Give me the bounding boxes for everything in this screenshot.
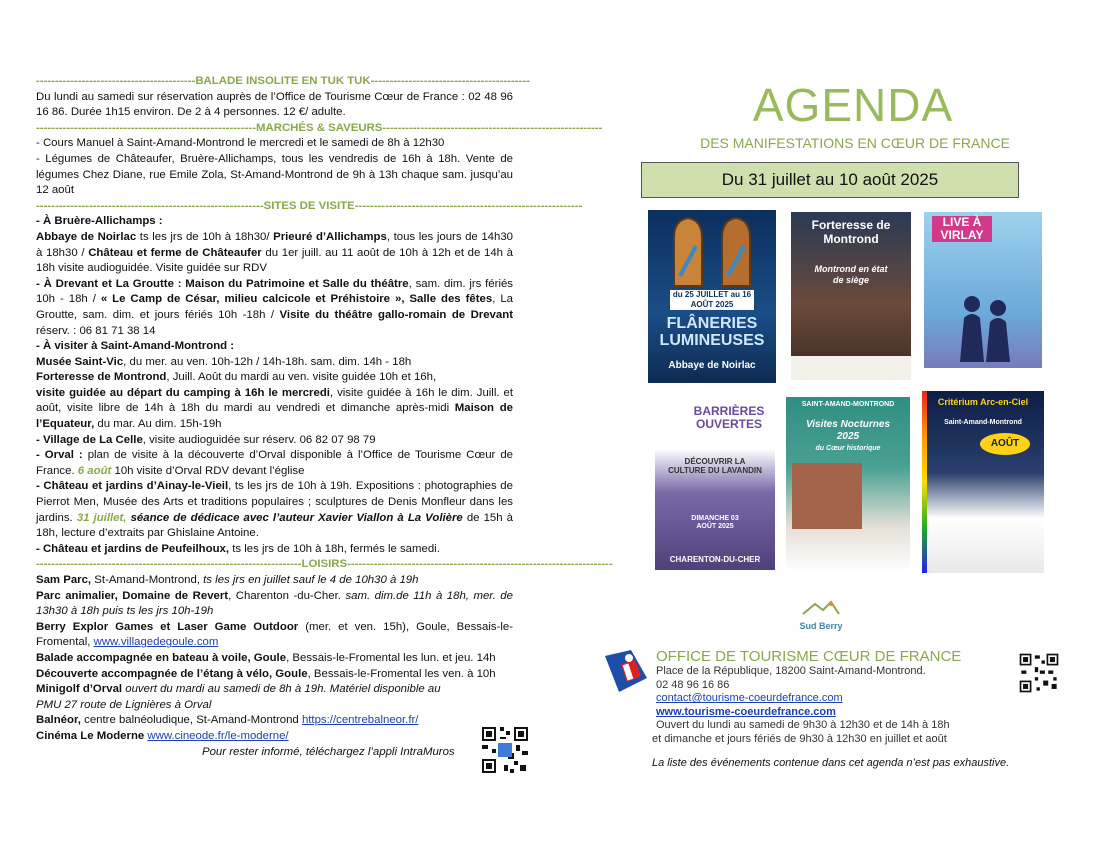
office-website-link[interactable]: www.tourisme-coeurdefrance.com [656, 705, 836, 718]
agenda-title: AGENDA [752, 79, 954, 131]
cinema-link[interactable]: www.cineode.fr/le-moderne/ [147, 729, 289, 742]
section-header-sites: ------------------------------------------------------------SITES DE VISITE------------------------------------------------------------ [36, 199, 583, 212]
poster-1-venue: Abbaye de Noirlac [668, 360, 756, 371]
sam-parc-entry: Sam Parc, St-Amand-Montrond, ts les jrs en juillet sauf le 4 de 10h30 à 19h [36, 574, 419, 586]
poster-criterium-arc-en-ciel[interactable] [922, 391, 1044, 573]
berry-explor-entry: Berry Explor Games et Laser Game Outdoor (mer. et ven. 15h), Goule, Bessais-le-Fromental, www.villagedegoule.com [36, 620, 513, 649]
marches-item-2: - Légumes de Châteaufer, Bruère-Allichamps, tous les vendredis de 16h à 18h. Vente de légumes Chez Diane, rue Emile Zola, St-Amand-Montrond de 9h à 13h chaque sam. jusqu’au 12 août [36, 152, 513, 197]
sud-berry-logo: Sud Berry [797, 600, 845, 631]
agenda-subtitle: DES MANIFESTATIONS EN CŒUR DE FRANCE [700, 135, 1010, 151]
left-column [36, 74, 613, 760]
qr-code-office[interactable] [1018, 652, 1060, 694]
office-name: OFFICE DE TOURISME CŒUR DE FRANCE [656, 648, 962, 665]
orval-entry: - Orval : plan de visite à la découverte d’Orval disponible à l’Office de Tourisme Cœur de France. 6 août 10h visite d’Orval RDV devant l’église [36, 449, 513, 477]
poster-1-dates: du 25 JUILLET au 16 AOÛT 2025 [670, 290, 754, 310]
minigolf-entry: Minigolf d’Orval ouvert du mardi au samedi de 8h à 19h. Matériel disponible au PMU 27 route de Lignières à Orval [36, 683, 441, 711]
poster-6-title: Critérium Arc-en-Ciel [937, 397, 1029, 407]
poster-4-date: DIMANCHE 03 AOÛT 2025 [691, 515, 739, 530]
peufeilhoux-entry: - Château et jardins de Peufeilhoux, ts les jrs de 10h à 18h, fermés le samedi. [36, 542, 440, 555]
parc-animalier-entry: Parc animalier, Domaine de Revert, Charenton -du-Cher. sam. dim.de 11h à 18h, mer. de 13h30 à 18h puis ts les jrs 10h-19h [36, 589, 513, 618]
forteresse-entry: Forteresse de Montrond, Juill. Août du mardi au ven. visite guidée 10h et 16h, [36, 371, 437, 384]
musee-entry: Musée Saint-Vic, du mer. au ven. 10h-12h / 14h-18h. sam. dim. 14h - 18h [36, 355, 412, 368]
tourist-office-logo-icon [601, 650, 649, 692]
marches-item-1: - Cours Manuel à Saint-Amand-Montrond le mercredi et le samedi de 8h à 12h30 [36, 137, 445, 150]
noirlac-entry: Abbaye de Noirlac ts les jrs de 10h à 18h30/ Prieuré d’Allichamps, tous les jours de 14h30 à 18h30 / Château et ferme de Châteaufer du 1er juill. au 11 août de 10h à 12h et de 14h à 18h visite audioguidée. Visite guidée sur RDV [36, 230, 514, 275]
agenda-date-range: Du 31 juillet au 10 août 2025 [641, 162, 1019, 198]
office-phone: 02 48 96 16 86 [656, 678, 730, 691]
office-hours-1: Ouvert du lundi au samedi de 9h30 à 12h30 et de 14h à 18h [656, 719, 950, 732]
intramuros-text: Pour rester informé, téléchargez l’appli IntraMuros [202, 745, 455, 758]
velo-entry: Découverte accompagnée de l’étang à vélo, Goule, Bessais-le-Fromental les ven. à 10h [36, 667, 496, 680]
poster-5-subtitle: du Cœur historique [815, 445, 881, 452]
section-header-balade: ------------------------------------------BALADE INSOLITE EN TUK TUK------------------------------------------ [36, 75, 530, 87]
poster-4-title: BARRIÈRES OUVERTES [693, 404, 765, 431]
balneor-entry: Balnéor, centre balnéoludique, St-Amand-Montrond https://centrebalneor.fr/ [36, 714, 419, 727]
poster-forteresse-montrond[interactable] [791, 212, 911, 380]
poster-5-photo [792, 463, 862, 529]
sud-berry-mark-icon [801, 600, 841, 616]
bruere-title: - À Bruère-Allichamps : [36, 215, 163, 228]
celle-entry: - Village de La Celle, visite audioguidée sur réserv. 06 82 07 98 79 [36, 433, 376, 446]
poster-5-top: SAINT-AMAND-MONTROND [801, 401, 895, 408]
office-details [652, 665, 950, 747]
ainay-entry: - Château et jardins d’Ainay-le-Vieil, ts les jrs de 10h à 19h. Expositions : photographies de Pierrot Men, Musée des Arts et traditions populaires ; sculptures de Denis Monfleur dans les jardins. 31 juillet, séance de dédicace avec l’auteur Xavier Viallon à La Volière de 15h à 18h, lecture d’extraits par Ghislaine Antoine. [36, 480, 513, 540]
poster-barrieres-ouvertes[interactable] [655, 397, 775, 570]
cinema-entry: Cinéma Le Moderne www.cineode.fr/le-moderne/ [36, 729, 289, 742]
poster-6-date: AOÛT [980, 433, 1030, 455]
villagedegoule-link[interactable]: www.villagedegoule.com [93, 636, 219, 649]
bateau-entry: Balade accompagnée en bateau à voile, Goule, Bessais-le-Fromental les lun. et jeu. 14h [36, 651, 496, 664]
section-header-loisirs: ----------------------------------------------------------------------LOISIRS---------------------------------------------------------------------- [36, 558, 613, 571]
balade-text: Du lundi au samedi sur réservation auprès de l’Office de Tourisme Cœur de France : 02 48 96 16 86. Durée 1h15 environ. De 2 à 4 personnes. 12 €/ adulte. [36, 90, 513, 119]
musicians-silhouette-icon [944, 292, 1024, 362]
poster-2-title: Forteresse de Montrond [811, 218, 891, 246]
poster-2-footer [791, 356, 911, 380]
poster-5-title: Visites Nocturnes 2025 [805, 419, 891, 442]
camping-entry: visite guidée au départ du camping à 16h le mercredi, visite guidée à 16h le dim. Juill. et août, visite libre de 14h à 18h du mardi au vendredi et dimanche après-midi Maison de l’Equateur, du mar. Au dim. 15h-19h [36, 386, 513, 431]
poster-6-subtitle: Saint-Amand-Montrond [944, 419, 1022, 426]
poster-2-subtitle: Montrond en état de siège [814, 264, 888, 285]
poster-4-subtitle: DÉCOUVRIR LA CULTURE DU LAVANDIN [668, 457, 762, 475]
poster-3-footer [924, 368, 1042, 382]
poster-visites-nocturnes[interactable] [786, 397, 910, 572]
disclaimer-text: La liste des événements contenue dans cet agenda n’est pas exhaustive. [652, 757, 1010, 769]
poster-3-title: LIVE À VIRLAY [932, 216, 992, 242]
office-address: Place de la République, 18200 Saint-Amand-Montrond. [656, 665, 926, 677]
balneor-link[interactable]: https://centrebalneor.fr/ [301, 714, 419, 727]
poster-flaneries-lumineuses[interactable] [648, 210, 776, 383]
office-email-link[interactable]: contact@tourisme-coeurdefrance.com [656, 692, 843, 705]
poster-1-title: FLÂNERIES LUMINEUSES [659, 315, 765, 349]
qr-code-intramuros[interactable] [480, 725, 530, 775]
poster-live-virlay[interactable] [924, 212, 1042, 382]
stained-glass-window-icon [666, 216, 758, 286]
section-header-marches: ----------------------------------------------------------MARCHÉS & SAVEURS---------------------------------------------------------- [36, 121, 603, 134]
drevant-entry: - À Drevant et La Groutte : Maison du Patrimoine et Salle du théâtre, sam. dim. jrs fériés 10h - 18h / « Le Camp de César, milieu calcicole et Préhistoire », Salle des fêtes, La Groutte, sam. dim. et jours fériés 10h -18h / Visite du théâtre gallo-romain de Drevant réserv. : 06 81 71 38 14 [36, 277, 514, 337]
stamand-title: - À visiter à Saint-Amand-Montrond : [36, 340, 235, 353]
poster-4-place: CHARENTON-DU-CHER [669, 555, 761, 564]
office-hours-2: et dimanche et jours fériés de 9h30 à 12h30 en juillet et août [652, 732, 947, 745]
